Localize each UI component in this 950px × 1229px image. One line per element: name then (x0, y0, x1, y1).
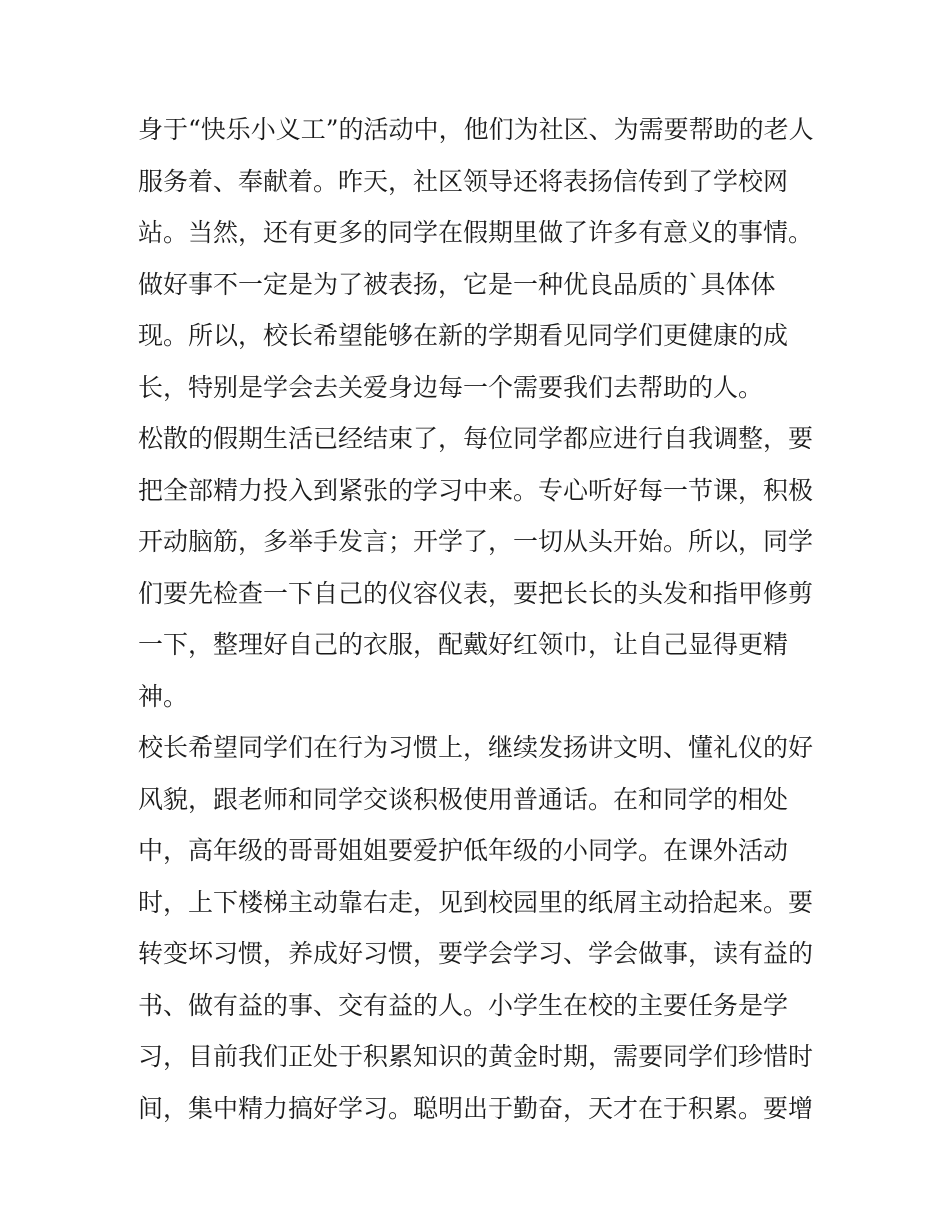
text-line: 松散的假期生活已经结束了，每位同学都应进行自我调整，要 (138, 424, 814, 453)
text-line: 们要先检查一下自己的仪容仪表，要把长长的头发和指甲修剪 (138, 578, 814, 608)
text-line: 中，高年级的哥哥姐姐要爱护低年级的小同学。在课外活动 (138, 836, 789, 865)
text-line: 开动脑筋，多举手发言；开学了，一切从头开始。所以，同学 (138, 527, 814, 556)
text-line: 时，上下楼梯主动靠右走，见到校园里的纸屑主动拾起来。要 (138, 887, 814, 917)
text-line: 神。 (138, 681, 189, 711)
text-line: 现。所以，校长希望能够在新的学期看见同学们更健康的成 (138, 321, 789, 350)
text-line: 习，目前我们正处于积累知识的黄金时期，需要同学们珍惜时 (138, 1042, 814, 1071)
text-line: 风貌，跟老师和同学交谈积极使用普通话。在和同学的相处 (138, 784, 789, 814)
text-line: 身于“快乐小义工”的活动中，他们为社区、为需要帮助的老人 (138, 115, 814, 144)
text-line: 做好事不一定是为了被表扬，它是一种优良品质的`具体体 (138, 269, 776, 299)
text-line: 服务着、奉献着。昨天，社区领导还将表扬信传到了学校网 (138, 166, 789, 196)
text-line: 把全部精力投入到紧张的学习中来。专心听好每一节课，积极 (138, 475, 814, 505)
text-line: 长，特别是学会去关爱身边每一个需要我们去帮助的人。 (138, 372, 764, 402)
text-line: 站。当然，还有更多的同学在假期里做了许多有意义的事情。 (138, 218, 814, 247)
text-line: 一下，整理好自己的衣服，配戴好红领巾，让自己显得更精 (138, 630, 789, 659)
text-line: 间，集中精力搞好学习。聪明出于勤奋，天才在于积累。要增 (138, 1093, 814, 1123)
text-line: 校长希望同学们在行为习惯上，继续发扬讲文明、懂礼仪的好 (138, 733, 814, 762)
text-line: 转变坏习惯，养成好习惯，要学会学习、学会做事，读有益的 (138, 939, 814, 968)
body-text (138, 104, 818, 1134)
text-line: 书、做有益的事、交有益的人。小学生在校的主要任务是学 (138, 990, 789, 1020)
